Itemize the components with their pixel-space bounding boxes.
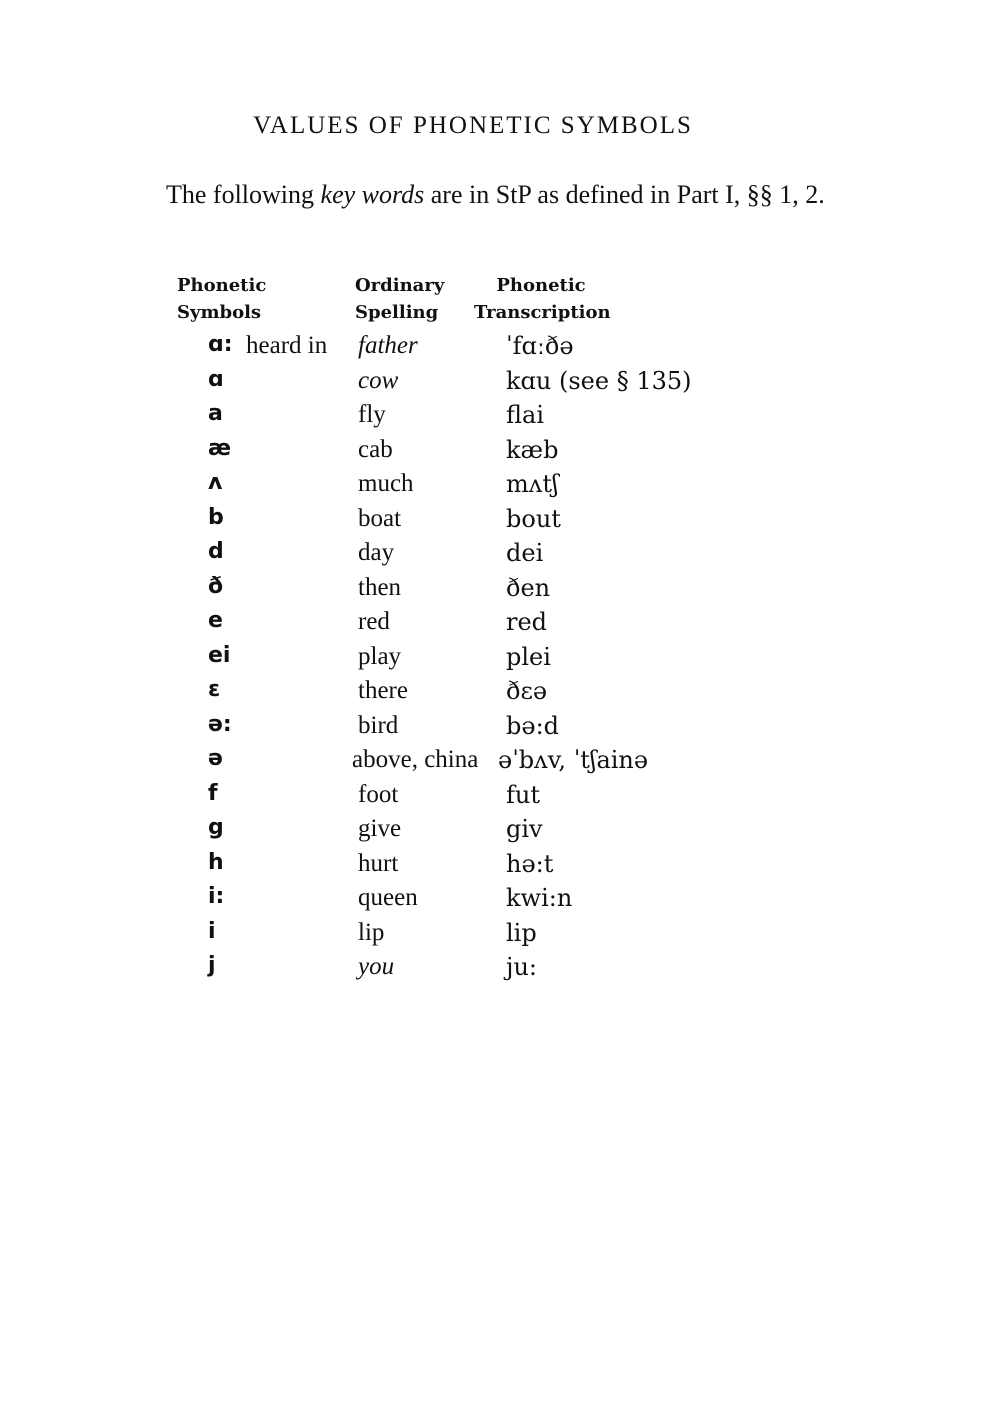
intro-text-end: are in StP as defined in Part I, §§ 1, 2. xyxy=(430,180,825,209)
row-symbol: d xyxy=(208,539,224,564)
table-row xyxy=(0,468,1000,503)
row-symbol: g xyxy=(208,815,224,840)
row-symbol: a xyxy=(208,401,223,426)
row-symbol: ʌ xyxy=(208,470,223,495)
header-phonetic-symbols xyxy=(177,272,266,326)
row-transcription: flai xyxy=(506,401,544,429)
table-row xyxy=(0,951,1000,986)
table-row xyxy=(0,503,1000,538)
row-symbol: i: xyxy=(208,884,225,909)
table-row xyxy=(0,813,1000,848)
row-transcription: bout xyxy=(506,504,561,533)
intro-key-words: key words xyxy=(320,180,425,209)
row-symbol: ə: xyxy=(208,711,232,737)
header-symbols-line1: Phonetic xyxy=(177,275,267,296)
header-spelling-line2: Spelling xyxy=(355,302,439,323)
row-symbol: b xyxy=(208,504,224,530)
table-row xyxy=(0,537,1000,572)
row-spelling: red xyxy=(358,608,390,635)
table-row xyxy=(0,744,1000,779)
row-transcription: ðen xyxy=(506,573,551,602)
row-spelling: bird xyxy=(358,711,399,739)
row-transcription: ju: xyxy=(506,953,537,981)
row-spelling: hurt xyxy=(358,849,399,877)
row-symbol: ɑ xyxy=(208,366,224,392)
table-row xyxy=(0,710,1000,745)
row-spelling: give xyxy=(358,815,402,842)
row-spelling: above, china xyxy=(352,746,479,773)
row-transcription: red xyxy=(506,608,548,636)
row-symbol: ei xyxy=(208,642,231,668)
row-spelling: foot xyxy=(358,780,399,808)
table-row xyxy=(0,606,1000,641)
header-transcription-line2: Transcription xyxy=(474,302,611,323)
row-spelling: then xyxy=(358,573,402,601)
row-spelling: cow xyxy=(358,366,399,394)
row-transcription: lip xyxy=(506,918,537,947)
row-symbol: ə xyxy=(208,746,223,771)
row-transcription: mʌtʃ xyxy=(506,470,559,498)
table-row xyxy=(0,572,1000,607)
row-spelling: fly xyxy=(358,401,386,428)
row-transcription: ðɛə xyxy=(506,677,548,705)
row-symbol: e xyxy=(208,608,223,633)
table-row xyxy=(0,399,1000,434)
row-spelling: lip xyxy=(358,918,385,946)
row-spelling: there xyxy=(358,677,408,704)
table-row xyxy=(0,675,1000,710)
row-spelling: play xyxy=(358,642,402,670)
header-spelling-line1: Ordinary xyxy=(355,275,445,296)
table-row xyxy=(0,641,1000,676)
row-spelling: cab xyxy=(358,435,393,463)
row-symbol: æ xyxy=(208,435,232,461)
row-spelling: boat xyxy=(358,504,402,532)
row-transcription: kæb xyxy=(506,435,559,464)
intro-paragraph xyxy=(124,178,829,212)
row-transcription: fut xyxy=(506,780,540,809)
symbol-table xyxy=(0,330,1000,986)
row-transcription: kwi:n xyxy=(506,884,573,912)
table-row xyxy=(0,917,1000,952)
row-spelling: day xyxy=(358,539,395,566)
row-spelling: you xyxy=(358,953,395,980)
intro-text-start: The following xyxy=(166,180,315,209)
page-title: VALUES OF PHONETIC SYMBOLS xyxy=(253,112,693,139)
row-transcription: əˈbʌv, ˈtʃainə xyxy=(498,746,649,774)
row-transcription: bə:d xyxy=(506,711,560,740)
table-row xyxy=(0,779,1000,814)
row-spelling: much xyxy=(358,470,414,497)
row-spelling: father xyxy=(358,332,418,359)
row-symbol: i xyxy=(208,918,216,944)
row-transcription: ˈfɑːðə xyxy=(506,332,574,360)
table-row xyxy=(0,848,1000,883)
row-spelling: queen xyxy=(358,884,418,911)
row-symbol: f xyxy=(208,780,218,806)
row-transcription: plei xyxy=(506,642,551,671)
row-note: heard in xyxy=(246,332,328,359)
row-symbol: ɑ: xyxy=(208,332,233,357)
row-symbol: ɛ xyxy=(208,677,221,702)
table-row xyxy=(0,365,1000,400)
header-symbols-line2: Symbols xyxy=(177,302,262,323)
table-row xyxy=(0,434,1000,469)
row-symbol: h xyxy=(208,849,224,875)
table-row xyxy=(0,882,1000,917)
row-symbol: j xyxy=(208,953,216,978)
row-transcription: giv xyxy=(506,815,543,843)
header-ordinary-spelling xyxy=(355,272,444,326)
row-transcription: dei xyxy=(506,539,544,567)
row-symbol: ð xyxy=(208,573,224,599)
header-transcription-line1: Phonetic xyxy=(496,275,586,296)
table-row xyxy=(0,330,1000,365)
row-transcription: hə:t xyxy=(506,849,554,878)
header-phonetic-transcription xyxy=(474,272,611,326)
row-transcription: kɑu (see § 135) xyxy=(506,366,692,395)
